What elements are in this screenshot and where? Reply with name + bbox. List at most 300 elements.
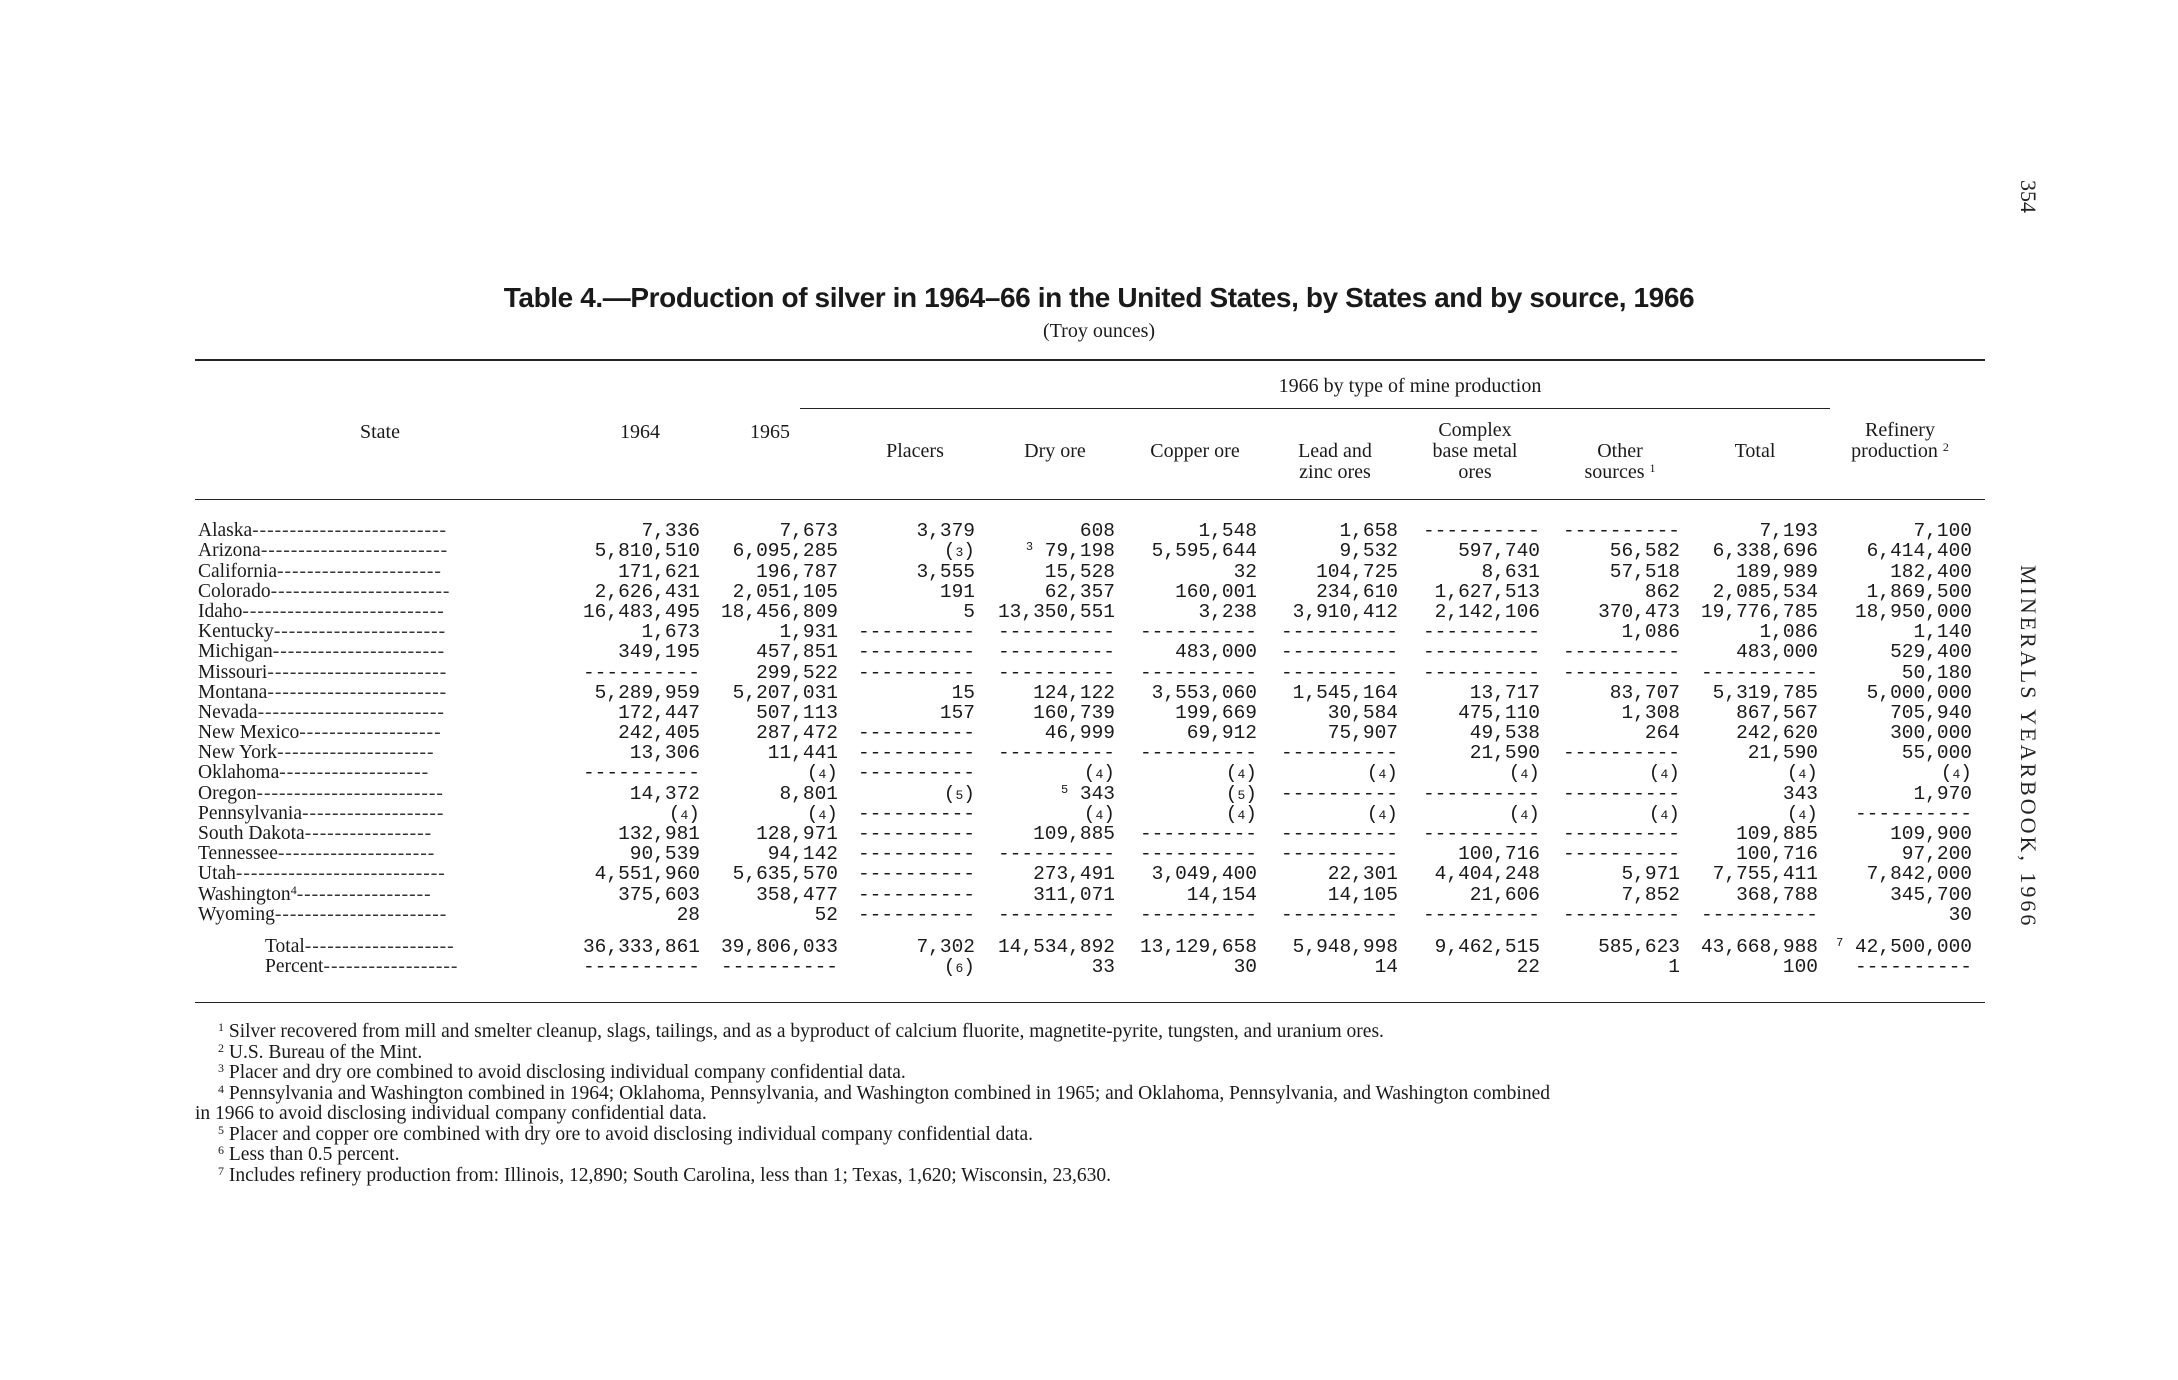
footnote-text: Includes refinery production from: Illinois, 12,890; South Carolina, less than 1; Texas, 1,620; Wisconsin, 23,630.: [228, 1164, 1111, 1186]
header-lead-zinc: [1275, 441, 1395, 483]
state-name: Montana: [198, 682, 268, 703]
cell-other: 1: [1668, 956, 1680, 979]
cell-other: 1,086: [1621, 621, 1680, 644]
footnote-text: Pennsylvania and Washington combined in 1964; Oklahoma, Pennsylvania, and Washington combined in 1965; and Oklahoma, Pennsylvania, and Washington combined: [228, 1082, 1550, 1104]
cell-other: 862: [1644, 580, 1680, 603]
row-label: [195, 521, 563, 541]
row-label: [195, 743, 563, 763]
cell-dry-ore: ----------: [997, 843, 1115, 866]
leader-dots: --------------------: [304, 936, 455, 957]
cell-other: (4): [1648, 762, 1680, 785]
cell-dry-ore: 273,491: [1033, 863, 1115, 886]
cell-1964: 2,626,431: [594, 580, 700, 603]
cell-copper-ore: ----------: [1139, 823, 1257, 845]
cell-refinery: 300,000: [1890, 722, 1972, 745]
header-other-line1: Other: [1597, 440, 1643, 462]
cell-copper-ore: ----------: [1139, 621, 1257, 644]
cell-complex: ----------: [1422, 641, 1540, 664]
cell-1965: 2,051,105: [732, 580, 838, 603]
cell-total: 5,319,785: [1712, 681, 1818, 704]
row-label: [195, 864, 563, 884]
cell-other: ----------: [1562, 661, 1680, 684]
footnote-text: Less than 0.5 percent.: [228, 1144, 400, 1165]
cell-1964: 7,336: [641, 520, 700, 543]
header-group: 1966 by type of mine production: [1278, 375, 1542, 397]
cell-1964: ----------: [582, 762, 700, 785]
table-row: [195, 864, 1985, 884]
cell-total: 7,755,411: [1712, 863, 1818, 886]
footnote-number: 5: [218, 1122, 224, 1137]
cell-other: (4): [1648, 802, 1680, 825]
cell-1964: 13,306: [629, 742, 700, 765]
row-label: [195, 937, 560, 957]
cell-lead-zinc: 14,105: [1327, 883, 1398, 906]
cell-complex: 21,590: [1469, 742, 1540, 765]
cell-dry-ore: 13,350,551: [997, 600, 1115, 623]
cell-complex: 4,404,248: [1434, 863, 1540, 886]
cell-other: 585,623: [1598, 935, 1680, 958]
table-row: [195, 662, 1985, 682]
header-lead-zinc-line2: zinc ores: [1299, 461, 1371, 483]
cell-complex: 100,716: [1458, 843, 1540, 866]
cell-dry-ore: 62,357: [1044, 580, 1115, 603]
row-label: [195, 541, 563, 561]
cell-1964: 14,372: [629, 782, 700, 805]
footnote-number: 1: [218, 1020, 224, 1034]
cell-complex: 49,538: [1469, 722, 1540, 745]
cell-complex: 13,717: [1469, 681, 1540, 704]
leader-dots: -------------------: [299, 723, 442, 744]
table-row: [195, 703, 1985, 723]
footnote-number: 6: [218, 1143, 224, 1157]
cell-1965: 1,931: [779, 621, 838, 644]
leader-dots: ---------------------------: [242, 601, 445, 622]
footnote: [218, 1063, 906, 1083]
cell-1964: 171,621: [618, 560, 700, 583]
header-bottom-rule: [195, 499, 1985, 500]
cell-other: 57,518: [1609, 560, 1680, 583]
row-label: [195, 683, 563, 703]
cell-copper-ore: 14,154: [1186, 883, 1257, 906]
cell-placers: (6): [943, 956, 975, 979]
table-row: [195, 622, 1985, 642]
cell-1965: 94,142: [767, 843, 838, 866]
cell-complex: ----------: [1422, 782, 1540, 805]
cell-copper-ore: 30: [1233, 956, 1257, 979]
cell-complex: 22: [1516, 956, 1540, 979]
cell-1964: 16,483,495: [582, 600, 700, 623]
cell-1964: 172,447: [618, 701, 700, 724]
state-name: Percent: [265, 957, 324, 978]
cell-total: 100,716: [1736, 843, 1818, 866]
cell-1965: 358,477: [756, 883, 838, 906]
cell-placers: 191: [939, 580, 975, 603]
leader-dots: ----------------------------: [235, 864, 446, 885]
cell-dry-ore: 15,528: [1044, 560, 1115, 583]
footnote-text: Silver recovered from mill and smelter cleanup, slags, tailings, and as a byproduct of calcium fluorite, magnetite-pyrite, tungsten, and uranium ores.: [228, 1021, 1384, 1042]
header-1965: 1965: [750, 421, 790, 443]
cell-total: 343: [1782, 782, 1818, 805]
table-title: Table 4.—Production of silver in 1964–66 in the United States, by States and by source, 1966: [503, 282, 1695, 313]
top-rule: [195, 359, 1985, 361]
cell-lead-zinc: ----------: [1280, 621, 1398, 644]
cell-copper-ore: 1,548: [1198, 520, 1257, 543]
cell-placers: ----------: [857, 863, 975, 886]
cell-refinery: 1,869,500: [1866, 580, 1972, 603]
cell-refinery: $^7$ 42,500,000: [1836, 935, 1972, 958]
cell-complex: 8,631: [1481, 560, 1540, 583]
cell-dry-ore: $^3$ 79,198: [1025, 540, 1115, 563]
row-label: [195, 784, 563, 804]
cell-other: 5,971: [1621, 863, 1680, 886]
row-label: [195, 723, 563, 743]
state-name: Oklahoma: [198, 763, 280, 784]
leader-dots: ------------------------: [270, 581, 451, 602]
table-body: [195, 521, 1985, 977]
cell-1964: 242,405: [618, 722, 700, 745]
cell-placers: (5): [943, 782, 975, 805]
cell-placers: ----------: [857, 742, 975, 765]
cell-lead-zinc: 1,658: [1339, 520, 1398, 543]
cell-1964: 28: [676, 903, 700, 926]
footnote-number: 2: [218, 1040, 224, 1055]
cell-dry-ore: ----------: [997, 742, 1115, 765]
cell-dry-ore: 124,122: [1033, 681, 1115, 704]
leader-dots: ----------------------: [277, 561, 442, 582]
cell-1965: 5,635,570: [732, 863, 838, 886]
cell-copper-ore: 3,553,060: [1151, 681, 1257, 704]
cell-total: 2,085,534: [1712, 580, 1818, 603]
cell-lead-zinc: ----------: [1280, 742, 1398, 765]
cell-dry-ore: 160,739: [1033, 701, 1115, 724]
cell-total: 19,776,785: [1700, 600, 1818, 623]
cell-complex: (4): [1508, 762, 1540, 785]
cell-1965: 11,441: [767, 742, 838, 765]
cell-total: 6,338,696: [1712, 540, 1818, 563]
cell-total: 189,989: [1736, 560, 1818, 583]
state-name: Utah: [198, 864, 236, 885]
cell-1964: 90,539: [629, 843, 700, 866]
cell-lead-zinc: (4): [1366, 762, 1398, 785]
cell-total: 242,620: [1736, 722, 1818, 745]
cell-placers: ----------: [857, 722, 975, 745]
cell-1964: 36,333,861: [582, 935, 700, 958]
cell-complex: ----------: [1422, 520, 1540, 543]
cell-total: 100: [1782, 956, 1818, 979]
table-subtitle: (Troy ounces): [1042, 320, 1156, 342]
cell-lead-zinc: 234,610: [1316, 580, 1398, 603]
cell-other: 370,473: [1598, 600, 1680, 623]
state-name: South Dakota: [198, 824, 305, 844]
cell-placers: ----------: [857, 903, 975, 926]
cell-1965: (4): [806, 762, 838, 785]
table-row: [195, 824, 1985, 844]
cell-1964: 5,289,959: [594, 681, 700, 704]
cell-other: ----------: [1562, 520, 1680, 543]
leader-dots: --------------------: [279, 763, 430, 784]
header-lead-zinc-line1: Lead and: [1298, 440, 1372, 462]
cell-total: 1,086: [1759, 621, 1818, 644]
footnote-text: in 1966 to avoid disclosing individual company confidential data.: [195, 1103, 707, 1124]
cell-dry-ore: $^5$ 343: [1060, 782, 1115, 805]
leader-dots: -------------------------: [257, 702, 445, 723]
cell-placers: ----------: [857, 883, 975, 906]
table-row: [195, 561, 1985, 581]
cell-1965: 39,806,033: [720, 935, 838, 958]
header-complex-line1: Complex: [1438, 419, 1512, 441]
cell-complex: 1,627,513: [1434, 580, 1540, 603]
footnote-number: 7: [218, 1163, 224, 1178]
leader-dots: -----------------------: [272, 642, 446, 663]
leader-dots: -----------------------: [274, 904, 448, 925]
cell-refinery: 18,950,000: [1854, 600, 1972, 623]
cell-other: 264: [1644, 722, 1680, 745]
cell-lead-zinc: 104,725: [1316, 560, 1398, 583]
cell-1965: (4): [806, 802, 838, 825]
footnote: [218, 1081, 1550, 1104]
cell-1965: 128,971: [756, 823, 838, 845]
cell-refinery: 6,414,400: [1866, 540, 1972, 563]
cell-other: ----------: [1562, 903, 1680, 926]
cell-copper-ore: ----------: [1139, 903, 1257, 926]
state-name: Tennessee: [198, 844, 278, 865]
cell-total: 43,668,988: [1700, 935, 1818, 958]
cell-complex: 9,462,515: [1434, 935, 1540, 958]
cell-copper-ore: 32: [1233, 560, 1257, 583]
cell-other: 7,852: [1621, 883, 1680, 906]
cell-dry-ore: 109,885: [1033, 823, 1115, 845]
leader-dots: ------------------: [296, 884, 432, 905]
row-label: [195, 905, 563, 925]
cell-other: ----------: [1562, 823, 1680, 845]
bottom-rule: [195, 1002, 1985, 1003]
state-name: Colorado: [198, 581, 271, 602]
header-refinery: [1820, 420, 1980, 462]
cell-refinery: ----------: [1854, 802, 1972, 825]
cell-refinery: 97,200: [1901, 843, 1972, 866]
cell-copper-ore: 160,001: [1175, 580, 1257, 603]
state-name: Idaho: [198, 601, 243, 622]
cell-other: ----------: [1562, 782, 1680, 805]
cell-1965: 8,801: [779, 782, 838, 805]
row-label: [195, 582, 563, 602]
cell-placers: 7,302: [916, 935, 975, 958]
cell-copper-ore: 13,129,658: [1139, 935, 1257, 958]
cell-other: 56,582: [1609, 540, 1680, 563]
header-other-note: 1: [1649, 461, 1656, 475]
cell-1964: 132,981: [618, 823, 700, 845]
state-name: Wyoming: [198, 904, 275, 925]
cell-total: 368,788: [1736, 883, 1818, 906]
cell-refinery: 30: [1948, 903, 1972, 926]
header-placers: Placers: [886, 440, 944, 462]
cell-other: ----------: [1562, 843, 1680, 866]
row-label: [195, 622, 563, 642]
cell-dry-ore: ----------: [997, 661, 1115, 684]
cell-complex: ----------: [1422, 823, 1540, 845]
state-name: Arizona: [198, 541, 261, 562]
cell-refinery: (4): [1940, 762, 1972, 785]
cell-other: ----------: [1562, 641, 1680, 664]
table-row: [195, 763, 1985, 783]
cell-1964: ----------: [582, 956, 700, 979]
cell-other: 1,308: [1621, 701, 1680, 724]
cell-placers: 15: [951, 681, 975, 704]
cell-complex: 21,606: [1469, 883, 1540, 906]
cell-copper-ore: (5): [1225, 782, 1257, 805]
row-label: [195, 642, 563, 662]
cell-copper-ore: 3,238: [1198, 600, 1257, 623]
cell-total: (4): [1786, 762, 1818, 785]
cell-complex: 597,740: [1458, 540, 1540, 563]
table-row: [195, 723, 1985, 743]
cell-refinery: 55,000: [1901, 742, 1972, 765]
footnote-text: U.S. Bureau of the Mint.: [228, 1041, 423, 1063]
header-state: State: [360, 421, 400, 443]
table-row: [195, 783, 1985, 803]
cell-refinery: 5,000,000: [1866, 681, 1972, 704]
cell-lead-zinc: 5,948,998: [1292, 935, 1398, 958]
cell-1964: 375,603: [618, 883, 700, 906]
state-name: California: [198, 561, 278, 582]
cell-placers: ----------: [857, 802, 975, 825]
cell-copper-ore: (4): [1225, 802, 1257, 825]
cell-1964: 4,551,960: [594, 863, 700, 886]
cell-dry-ore: 311,071: [1033, 883, 1115, 906]
cell-lead-zinc: ----------: [1280, 843, 1398, 866]
state-name: Total: [265, 936, 305, 957]
leader-dots: -----------------------: [273, 622, 447, 643]
cell-1965: 287,472: [756, 722, 838, 745]
cell-dry-ore: 46,999: [1044, 722, 1115, 745]
footnote-text: Placer and copper ore combined with dry ore to avoid disclosing individual company confidential data.: [228, 1123, 1034, 1145]
header-copper-ore: Copper ore: [1150, 440, 1240, 462]
leader-dots: ---------------------: [277, 844, 436, 865]
table-row: [195, 683, 1985, 703]
cell-refinery: 109,900: [1890, 823, 1972, 845]
cell-1964: 1,673: [641, 621, 700, 644]
table-row: [195, 743, 1985, 763]
leader-dots: ---------------------: [277, 743, 435, 764]
header-other-line2-text: sources: [1584, 461, 1645, 483]
row-label: [195, 763, 563, 783]
cell-copper-ore: 5,595,644: [1151, 540, 1257, 563]
table-row: [195, 582, 1985, 602]
cell-placers: ----------: [857, 762, 975, 785]
cell-copper-ore: ----------: [1139, 742, 1257, 765]
total-row: [195, 937, 1985, 957]
cell-lead-zinc: 14: [1374, 956, 1398, 979]
cell-lead-zinc: 30,584: [1327, 701, 1398, 724]
cell-lead-zinc: 9,532: [1339, 540, 1398, 563]
cell-total: ----------: [1700, 903, 1818, 926]
cell-placers: ----------: [857, 843, 975, 866]
table-row: [195, 541, 1985, 561]
header-complex-line3: ores: [1458, 461, 1492, 483]
cell-1965: 196,787: [756, 560, 838, 583]
cell-placers: 3,379: [916, 520, 975, 543]
cell-refinery: 182,400: [1890, 560, 1972, 583]
cell-placers: 157: [939, 701, 975, 724]
cell-copper-ore: 483,000: [1175, 641, 1257, 664]
table-row: [195, 905, 1985, 925]
cell-1965: 7,673: [779, 520, 838, 543]
footnote: [195, 1104, 707, 1124]
cell-1964: 349,195: [618, 641, 700, 664]
cell-copper-ore: ----------: [1139, 661, 1257, 684]
cell-total: 867,567: [1736, 701, 1818, 724]
header-complex-line2: base metal: [1432, 440, 1518, 462]
cell-complex: 2,142,106: [1434, 600, 1540, 623]
cell-dry-ore: ----------: [997, 621, 1115, 644]
row-label: [195, 824, 563, 844]
cell-lead-zinc: 22,301: [1327, 863, 1398, 886]
cell-total: (4): [1786, 802, 1818, 825]
state-name: Washington: [198, 884, 291, 905]
cell-refinery: 705,940: [1890, 701, 1972, 724]
cell-dry-ore: 14,534,892: [997, 935, 1115, 958]
state-name: Michigan: [198, 642, 273, 663]
cell-dry-ore: (4): [1083, 802, 1115, 825]
cell-refinery: 50,180: [1901, 661, 1972, 684]
cell-1965: ----------: [720, 956, 838, 979]
footnote-text: Placer and dry ore combined to avoid disclosing individual company confidential data.: [228, 1062, 906, 1083]
cell-copper-ore: 69,912: [1186, 722, 1257, 745]
cell-refinery: 1,970: [1913, 782, 1972, 805]
leader-dots: -------------------------: [256, 783, 444, 804]
cell-total: 7,193: [1759, 520, 1818, 543]
table-row: [195, 844, 1985, 864]
cell-1965: 507,113: [756, 701, 838, 724]
table-row: [195, 521, 1985, 541]
footnote-number: 3: [218, 1061, 224, 1075]
cell-refinery: 7,100: [1913, 520, 1972, 543]
leader-dots: ------------------------: [267, 682, 448, 703]
cell-lead-zinc: ----------: [1280, 661, 1398, 684]
state-name: Oregon: [198, 783, 257, 804]
cell-copper-ore: 199,669: [1175, 701, 1257, 724]
footnote: [218, 1145, 399, 1165]
state-name: Missouri: [198, 662, 268, 683]
cell-lead-zinc: 1,545,164: [1292, 681, 1398, 704]
state-name: Alaska: [198, 521, 253, 542]
row-label: [195, 844, 563, 864]
cell-refinery: 7,842,000: [1866, 863, 1972, 886]
table-row: [195, 602, 1985, 622]
state-name: Pennsylvania: [198, 803, 302, 824]
header-dry-ore: Dry ore: [1024, 440, 1086, 462]
footnote-number: 4: [218, 1081, 224, 1096]
state-name: New Mexico: [198, 723, 300, 744]
cell-lead-zinc: 3,910,412: [1292, 600, 1398, 623]
cell-copper-ore: (4): [1225, 762, 1257, 785]
cell-total: 109,885: [1736, 823, 1818, 845]
cell-other: ----------: [1562, 742, 1680, 765]
footnote: [218, 1040, 423, 1063]
cell-complex: ----------: [1422, 661, 1540, 684]
row-label: [195, 804, 563, 824]
cell-complex: (4): [1508, 802, 1540, 825]
cell-lead-zinc: ----------: [1280, 641, 1398, 664]
cell-total: 21,590: [1747, 742, 1818, 765]
leader-dots: ------------------: [323, 957, 459, 978]
cell-dry-ore: ----------: [997, 903, 1115, 926]
cell-1964: (4): [668, 802, 700, 825]
state-name: Kentucky: [198, 622, 274, 643]
cell-placers: 5: [963, 600, 975, 623]
cell-other: 83,707: [1609, 681, 1680, 704]
cell-1965: 299,522: [756, 661, 838, 684]
